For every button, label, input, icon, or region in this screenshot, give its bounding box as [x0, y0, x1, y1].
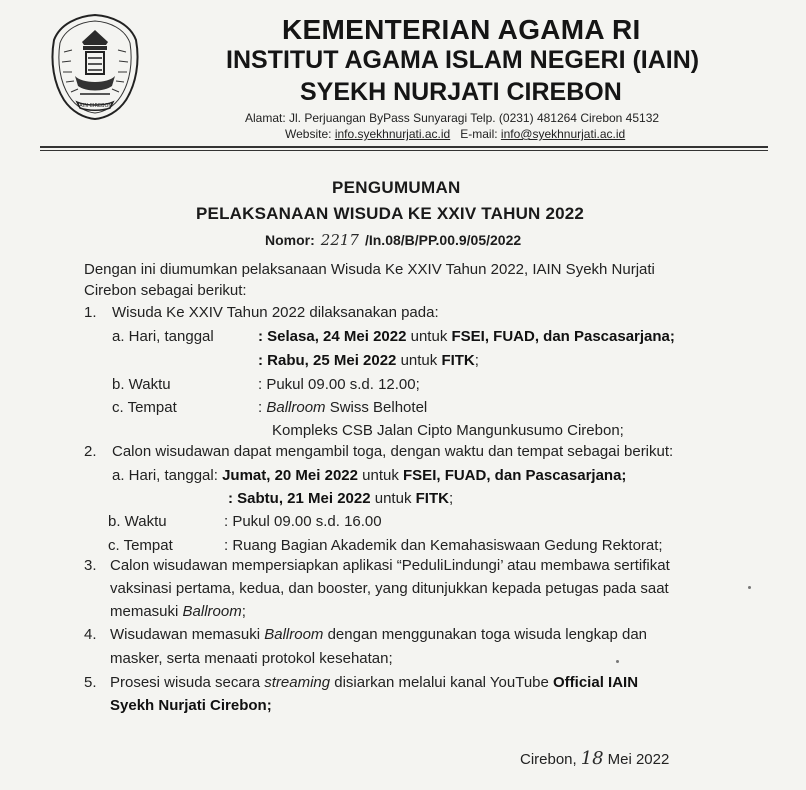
- scan-speck: [748, 586, 751, 589]
- item-1b-label: b. Waktu: [112, 376, 171, 393]
- intro-line-2: Cirebon sebagai berikut:: [84, 282, 247, 299]
- website-label: Website:: [285, 127, 332, 141]
- item-5-line-2: Syekh Nurjati Cirebon;: [110, 697, 272, 714]
- item-1-text: Wisuda Ke XXIV Tahun 2022 dilaksanakan pada:: [112, 304, 439, 321]
- intro-line-1: Dengan ini diumumkan pelaksanaan Wisuda Ke XXIV Tahun 2022, IAIN Syekh Nurjati: [84, 261, 655, 278]
- item-2b-value: : Pukul 09.00 s.d. 16.00: [224, 513, 382, 530]
- item-4-line-2: masker, serta menaati protokol kesehatan;: [110, 650, 393, 667]
- item-1a-value-1: : Selasa, 24 Mei 2022 untuk FSEI, FUAD, dan Pascasarjana;: [258, 328, 675, 345]
- item-3-line-1: Calon wisudawan mempersiapkan aplikasi “PeduliLindungi’ atau membawa sertifikat: [110, 557, 670, 574]
- letterhead-contact: [285, 127, 625, 141]
- item-number-3: 3.: [84, 557, 97, 574]
- item-1a-label: a. Hari, tanggal: [112, 328, 214, 345]
- svg-text:IAIN CIREBON: IAIN CIREBON: [77, 103, 113, 109]
- letterhead-rule-thick: [40, 146, 768, 148]
- email-label: E-mail:: [460, 127, 498, 141]
- email-link[interactable]: info@syekhnurjati.ac.id: [500, 127, 626, 141]
- item-2a-value-1: a. Hari, tanggal: Jumat, 20 Mei 2022 untuk FSEI, FUAD, dan Pascasarjana;: [112, 467, 627, 484]
- letterhead-rule-thin: [40, 150, 768, 151]
- item-number-5: 5.: [84, 674, 97, 691]
- letterhead-institute: INSTITUT AGAMA ISLAM NEGERI (IAIN): [226, 46, 700, 74]
- scan-speck: [616, 660, 619, 663]
- letter-number: Nomor: 2217 /In.08/B/PP.00.9/05/2022: [265, 231, 522, 249]
- letterhead-campus: SYEKH NURJATI CIREBON: [300, 78, 622, 106]
- item-1b-value: : Pukul 09.00 s.d. 12.00;: [258, 376, 420, 393]
- item-5-line-1: Prosesi wisuda secara streaming disiarkan melalui kanal YouTube Official IAIN: [110, 674, 639, 691]
- item-3-line-2: vaksinasi pertama, kedua, dan booster, yang ditunjukkan kepada petugas pada saat: [110, 580, 669, 597]
- website-link[interactable]: info.syekhnurjati.ac.id: [334, 127, 451, 141]
- item-1c-label: c. Tempat: [112, 399, 177, 416]
- handwritten-number: 2217: [320, 231, 359, 249]
- item-1a-value-2: : Rabu, 25 Mei 2022 untuk FITK;: [258, 352, 479, 369]
- announcement-subtitle: PELAKSANAAN WISUDA KE XXIV TAHUN 2022: [196, 204, 585, 223]
- handwritten-day: 18: [580, 748, 604, 769]
- item-number-2: 2.: [84, 443, 97, 460]
- iain-logo-icon: [50, 12, 140, 120]
- item-2b-label: b. Waktu: [108, 513, 167, 530]
- letterhead-address: Alamat: Jl. Perjuangan ByPass Sunyaragi Telp. (0231) 481264 Cirebon 45132: [245, 111, 660, 125]
- item-2a-value-2: : Sabtu, 21 Mei 2022 untuk FITK;: [228, 490, 454, 507]
- item-number-1: 1.: [84, 304, 97, 321]
- item-2c-label: c. Tempat: [108, 537, 173, 554]
- item-3-line-3: memasuki Ballroom;: [110, 603, 246, 620]
- item-1c-value-2: Kompleks CSB Jalan Cipto Mangunkusumo Cirebon;: [272, 422, 624, 439]
- announcement-title: PENGUMUMAN: [332, 178, 461, 197]
- item-2-text: Calon wisudawan dapat mengambil toga, dengan waktu dan tempat sebagai berikut:: [112, 443, 674, 460]
- item-2c-value: : Ruang Bagian Akademik dan Kemahasiswaan Gedung Rektorat;: [224, 537, 663, 554]
- closing-date: Cirebon, 18 Mei 2022: [520, 748, 670, 769]
- item-number-4: 4.: [84, 626, 97, 643]
- letterhead-ministry: KEMENTERIAN AGAMA RI: [282, 14, 641, 45]
- item-4-line-1: Wisudawan memasuki Ballroom dengan menggunakan toga wisuda lengkap dan: [110, 626, 647, 643]
- item-1c-value-1: : Ballroom Swiss Belhotel: [258, 399, 428, 416]
